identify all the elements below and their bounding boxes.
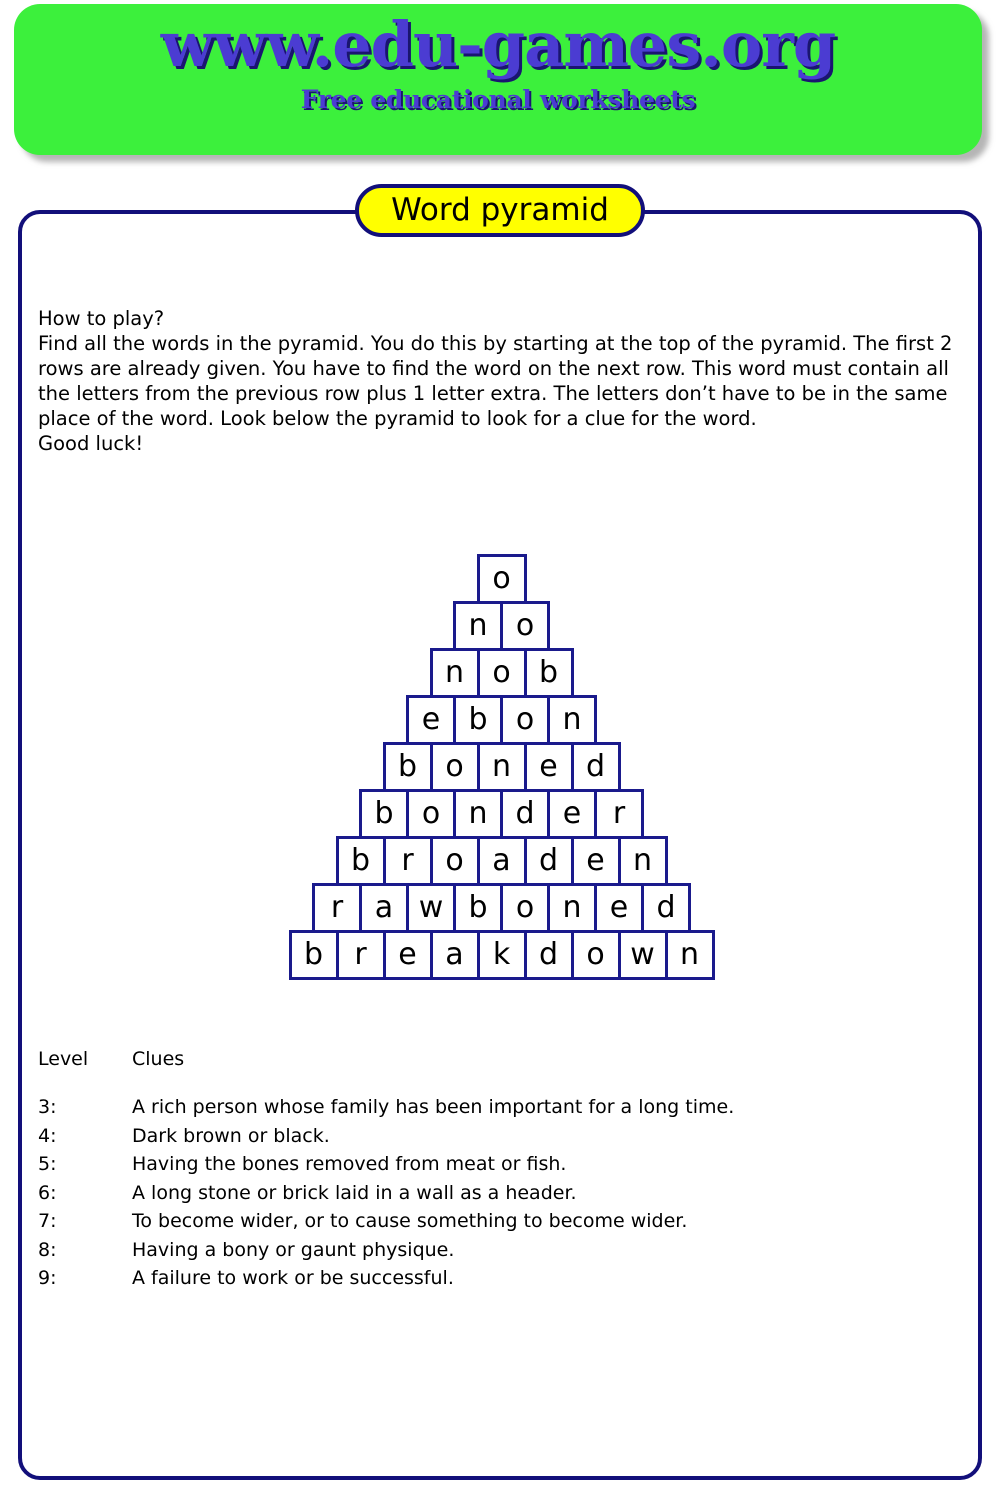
pyramid-cell[interactable]: n xyxy=(618,836,668,886)
clue-row xyxy=(38,1182,938,1211)
pyramid-cell[interactable]: b xyxy=(383,742,433,792)
pyramid-cell[interactable]: o xyxy=(430,836,480,886)
pyramid-cell[interactable]: n xyxy=(547,695,597,745)
instructions-heading: How to play? xyxy=(38,307,165,330)
clues-list xyxy=(38,1096,938,1296)
pyramid-row xyxy=(0,601,1000,651)
pyramid-cell[interactable]: d xyxy=(524,836,574,886)
clue-text: A rich person whose family has been important for a long time. xyxy=(132,1096,735,1118)
pyramid-cell[interactable]: r xyxy=(336,930,386,980)
clue-level: 7: xyxy=(38,1210,57,1232)
pyramid-cell[interactable]: e xyxy=(406,695,456,745)
clue-row xyxy=(38,1125,938,1154)
site-title: www.edu-games.org xyxy=(160,8,836,81)
clue-row xyxy=(38,1239,938,1268)
clue-text: Having a bony or gaunt physique. xyxy=(132,1238,455,1261)
page-title: Word pyramid xyxy=(391,192,609,228)
pyramid-cell[interactable]: o xyxy=(477,554,527,604)
pyramid-cell[interactable]: w xyxy=(618,930,668,980)
pyramid-cell[interactable]: b xyxy=(524,648,574,698)
pyramid-cell[interactable]: o xyxy=(571,930,621,980)
pyramid-cell[interactable]: b xyxy=(359,789,409,839)
site-banner xyxy=(14,4,982,155)
instructions-block xyxy=(38,306,958,456)
instructions-closing: Good luck! xyxy=(38,432,144,455)
clue-text: A long stone or brick laid in a wall as a header. xyxy=(132,1181,577,1204)
pyramid-cell[interactable]: d xyxy=(500,789,550,839)
clue-row xyxy=(38,1096,938,1125)
clue-row xyxy=(38,1210,938,1239)
clues-header-clue: Clues xyxy=(132,1048,185,1070)
pyramid-cell[interactable]: o xyxy=(500,695,550,745)
pyramid-cell[interactable]: n xyxy=(477,742,527,792)
pyramid-row xyxy=(0,695,1000,745)
pyramid-row xyxy=(0,883,1000,933)
pyramid-cell[interactable]: o xyxy=(430,742,480,792)
pyramid-cell[interactable]: n xyxy=(665,930,715,980)
pyramid-cell[interactable]: o xyxy=(500,883,550,933)
clue-level: 3: xyxy=(38,1096,57,1118)
pyramid-cell[interactable]: a xyxy=(477,836,527,886)
pyramid-row xyxy=(0,742,1000,792)
pyramid-cell[interactable]: r xyxy=(594,789,644,839)
pyramid-row xyxy=(0,836,1000,886)
pyramid-cell[interactable]: a xyxy=(359,883,409,933)
clues-section xyxy=(38,1048,938,1296)
clue-text: Dark brown or black. xyxy=(132,1124,330,1147)
pyramid-cell[interactable]: b xyxy=(453,883,503,933)
clue-level: 4: xyxy=(38,1124,57,1147)
clue-row xyxy=(38,1267,938,1296)
pyramid-cell[interactable]: n xyxy=(430,648,480,698)
pyramid-cell[interactable]: e xyxy=(383,930,433,980)
pyramid-cell[interactable]: b xyxy=(453,695,503,745)
site-subtitle: Free educational worksheets xyxy=(300,85,696,115)
pyramid-cell[interactable]: w xyxy=(406,883,456,933)
pyramid-cell[interactable]: k xyxy=(477,930,527,980)
pyramid-cell[interactable]: e xyxy=(524,742,574,792)
clues-header-level: Level xyxy=(38,1048,89,1070)
pyramid-cell[interactable]: o xyxy=(477,648,527,698)
clue-level: 6: xyxy=(38,1181,57,1204)
worksheet-title-badge xyxy=(355,184,645,237)
pyramid-cell[interactable]: n xyxy=(547,883,597,933)
pyramid-cell[interactable]: e xyxy=(594,883,644,933)
clue-text: To become wider, or to cause something to become wider. xyxy=(132,1210,688,1232)
clues-header-row xyxy=(38,1048,938,1070)
pyramid-row xyxy=(0,930,1000,980)
pyramid-cell[interactable]: n xyxy=(453,601,503,651)
pyramid-row xyxy=(0,554,1000,604)
pyramid-cell[interactable]: a xyxy=(430,930,480,980)
pyramid-cell[interactable]: b xyxy=(336,836,386,886)
pyramid-cell[interactable]: r xyxy=(312,883,362,933)
clue-level: 5: xyxy=(38,1153,57,1175)
pyramid-cell[interactable]: b xyxy=(289,930,339,980)
clue-level: 9: xyxy=(38,1267,57,1289)
pyramid-cell[interactable]: e xyxy=(547,789,597,839)
clue-text: A failure to work or be successful. xyxy=(132,1267,454,1289)
pyramid-cell[interactable]: o xyxy=(500,601,550,651)
pyramid-cell[interactable]: n xyxy=(453,789,503,839)
pyramid-row xyxy=(0,648,1000,698)
pyramid-cell[interactable]: d xyxy=(524,930,574,980)
word-pyramid xyxy=(0,554,1000,980)
pyramid-cell[interactable]: r xyxy=(383,836,433,886)
clue-row xyxy=(38,1153,938,1182)
pyramid-cell[interactable]: e xyxy=(571,836,621,886)
pyramid-cell[interactable]: d xyxy=(641,883,691,933)
pyramid-cell[interactable]: d xyxy=(571,742,621,792)
pyramid-cell[interactable]: o xyxy=(406,789,456,839)
clue-text: Having the bones removed from meat or fish. xyxy=(132,1153,567,1175)
clue-level: 8: xyxy=(38,1238,57,1261)
pyramid-row xyxy=(0,789,1000,839)
instructions-body: Find all the words in the pyramid. You do this by starting at the top of the pyramid. The first 2 rows are already given. You have to find the word on the next row. This word must contain all the letters from the previous row plus 1 letter extra. The letters don’t have to be in the same place of the word. Look below the pyramid to look for a clue for the word. xyxy=(38,332,953,430)
